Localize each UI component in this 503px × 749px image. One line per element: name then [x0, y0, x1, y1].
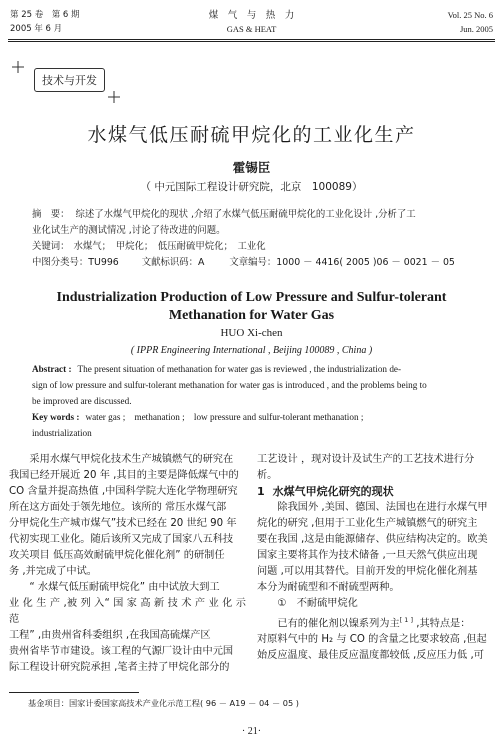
corner-mark-icon — [108, 88, 120, 100]
abstract-cn-line1 — [32, 207, 484, 222]
body-line: 问题 ,可以用其替代。目前开发的甲烷化催化剂基 — [257, 566, 478, 577]
list-item-heading: ① 不耐硫甲烷化 — [277, 598, 358, 609]
body-line: 际工程设计研究院承担 ,笔者主持了甲烷化部分的 — [9, 662, 230, 673]
keywords-cn-list: 水煤气； 甲烷化； 低压耐硫甲烷化； 工业化 — [73, 241, 266, 252]
body-line: 所在这方面处于领先地位。该所的 常压水煤气部 — [9, 502, 227, 513]
clc-label: 中图分类号： — [32, 257, 89, 268]
header-volume: 第 25 卷 第 6 期 — [10, 10, 80, 20]
footnote-funding: 基金项目：国家计委国家高技术产业化示范工程( 96 － A19 － 04 － 05 ) — [28, 698, 299, 708]
body-line: 要在我国 ,这是由能源储存、供应结构决定的。欧美 — [257, 534, 488, 545]
body-line: “ 水煤气低压耐硫甲烷化” 由中试放大到工 — [29, 582, 220, 593]
abstract-en-line1 — [32, 362, 484, 377]
section-number: 1 — [257, 485, 265, 498]
article-no-value: 1000 － 4416( 2005 )06 － 0021 － 05 — [276, 257, 455, 268]
paper-title-cn: 水煤气低压耐硫甲烷化的工业化生产 — [87, 124, 416, 146]
body-line: 采用水煤气甲烷化技术生产城镇燃气的研究在 — [29, 454, 234, 465]
abstract-en-line2: sign of low pressure and sulfur-tolerant methanation for water gas is introduced , and the problems being to — [32, 380, 427, 390]
header-volume-en: Vol. 25 No. 6 — [447, 10, 493, 20]
header-journal-en: GAS & HEAT — [226, 24, 277, 34]
abstract-cn-label: 摘 要： — [32, 209, 70, 220]
keywords-cn — [32, 239, 484, 254]
body-line: 工程” ,由贵州省科委组织 ,在我国高硫煤产区 — [9, 630, 211, 641]
header-rule — [8, 39, 495, 40]
keywords-en-line2: industrialization — [32, 428, 92, 438]
body-line: 烷化的研究 ,但用于工业化生产城镇燃气的研究主 — [257, 518, 478, 529]
body-line: 务 ,并完成了中试。 — [9, 566, 97, 577]
page-number: · 21· — [241, 726, 262, 737]
body-line: 本分为耐硫型和不耐硫型两种。 — [257, 582, 400, 593]
paper-title-en-line2: Methanation for Water Gas — [168, 308, 335, 323]
body-line: 攻关项目 低压高效耐硫甲烷化催化剂” 的研制任 — [9, 550, 225, 561]
author-en: HUO Xi-chen — [220, 327, 283, 339]
body-line: 工艺设计 ，现对设计及试生产的工艺技术进行分 — [257, 454, 475, 465]
body-line: 代初实现工业化。随后该所又完成了国家八五科技 — [9, 534, 234, 545]
paper-title-en-line1: Industrialization Production of Low Pressure and Sulfur-tolerant — [56, 290, 447, 305]
body-line: CO 含量并提高热值 ,中国科学院大连化学物理研究 — [9, 486, 238, 497]
body-line: 国家主要将其作为技术储备 ,一旦天然气供应出现 — [257, 550, 478, 561]
doc-code-value: A — [198, 257, 205, 268]
classification-line — [32, 255, 484, 270]
keywords-en — [32, 410, 484, 425]
abstract-cn-text: 综述了水煤气甲烷化的现状 ,介绍了水煤气低压耐硫甲烷化的工业化设计 ,分析了工 — [75, 209, 416, 220]
body-line: 始反应温度、最佳反应温度都较低 ,反应压力低 ,可 — [257, 650, 484, 662]
section-title: 水煤气甲烷化研究的现状 — [272, 485, 394, 498]
keywords-en-list: water gas ; methanation ; low pressure and sulfur-tolerant methanation ; — [85, 412, 364, 422]
body-line: 贵州省毕节市建设。该工程的气源厂设计由中元国 — [9, 646, 234, 657]
header-date: 2005 年 6 月 — [10, 24, 63, 34]
body-left-column — [9, 452, 246, 676]
footnote-rule — [9, 692, 139, 693]
affiliation-cn: （ 中元国际工程设计研究院，北京 100089） — [140, 181, 363, 193]
section-heading — [257, 484, 494, 500]
header-rule-thin — [8, 41, 495, 42]
keywords-en-label: Key words : — [32, 412, 80, 422]
affiliation-en: ( IPPR Engineering International , Beijing 100089 , China ) — [130, 345, 373, 356]
body-line: 析。 — [257, 470, 278, 481]
body-line — [257, 612, 494, 632]
body-text: 已有的催化剂以镍系列为主 — [277, 618, 400, 630]
body-right-column — [257, 452, 494, 664]
keywords-cn-label: 关键词： — [32, 241, 70, 252]
citation-ref[interactable]: [ 1 ] — [399, 616, 413, 624]
section-badge: 技术与开发 — [34, 68, 105, 92]
corner-mark-icon — [12, 58, 24, 70]
abstract-en-label: Abstract : — [32, 364, 72, 374]
abstract-en-text: The present situation of methanation for water gas is reviewed , the industrialization de- — [77, 364, 402, 374]
body-text: ,其特点是： — [412, 618, 471, 630]
body-line: 分甲烷化生产城市煤气”技术已经在 20 世纪 90 年 — [9, 518, 237, 529]
clc-value: TU996 — [88, 257, 119, 268]
author-cn: 霍锡臣 — [232, 160, 271, 175]
abstract-cn-line2: 业化试生产的测试情况 ,讨论了待改进的问题。 — [32, 225, 226, 236]
header-journal-cn: 煤 气 与 热 力 — [208, 10, 295, 21]
body-line: 对原料气中的 H₂ 与 CO 的含量之比要求较高 ,但起 — [257, 634, 487, 646]
abstract-en-line3: be improved are discussed. — [32, 396, 132, 406]
body-line: 业 化 生 产 ,被 列 入“ 国 家 高 新 技 术 产 业 化 示 范 — [9, 598, 246, 625]
article-no-label: 文章编号： — [229, 257, 277, 268]
body-line: 我国已经开展近 20 年 ,其目的主要是降低煤气中的 — [9, 470, 239, 481]
body-line: 除我国外 ,美国、德国、法国也在进行水煤气甲 — [277, 502, 488, 513]
header-date-en: Jun. 2005 — [459, 24, 493, 34]
doc-code-label: 文献标识码： — [141, 257, 198, 268]
